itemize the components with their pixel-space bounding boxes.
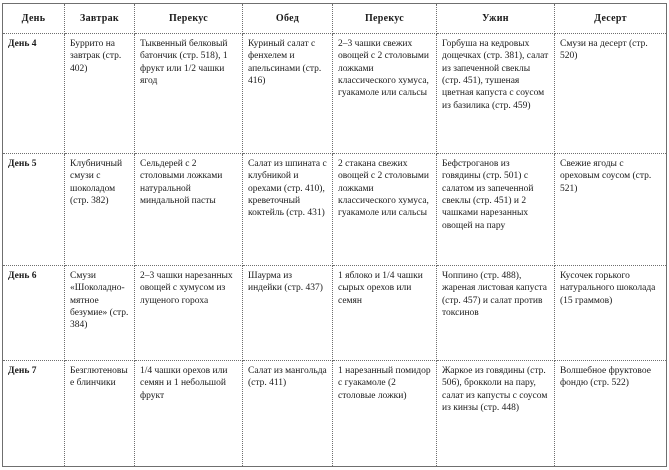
snack1-cell: Сельдерей с 2 столовыми ложками натуральной миндальной пасты bbox=[135, 154, 243, 266]
dinner-cell: Горбуша на кедровых дощечках (стр. 381), салат из запеченной свеклы (стр. 451), тушеная цветная капуста с соусом из базилика (стр. 459) bbox=[437, 34, 555, 154]
column-header-breakfast: Завтрак bbox=[65, 4, 135, 34]
day-cell: День 5 bbox=[3, 154, 65, 266]
dinner-cell: Жаркое из говядины (стр. 506), брокколи на пару, салат из капусты с соусом из кинзы (стр. 448) bbox=[437, 361, 555, 467]
dessert-cell: Свежие ягоды с ореховым соусом (стр. 521) bbox=[555, 154, 667, 266]
lunch-cell: Салат из мангольда (стр. 411) bbox=[243, 361, 333, 467]
lunch-cell: Куриный салат с фенхелем и апельсинами (стр. 416) bbox=[243, 34, 333, 154]
snack1-cell: Тыквенный белковый батончик (стр. 518), 1 фрукт или 1/2 чашки ягод bbox=[135, 34, 243, 154]
dinner-cell: Бефстроганов из говядины (стр. 501) с салатом из запеченной свеклы (стр. 451) и 2 чашками нарезанных овощей на пару bbox=[437, 154, 555, 266]
header-row bbox=[3, 4, 667, 34]
meal-plan-table bbox=[2, 3, 667, 467]
breakfast-cell: Безглютеновые блинчики bbox=[65, 361, 135, 467]
column-header-snack2: Перекус bbox=[333, 4, 437, 34]
breakfast-cell: Клубничный смузи с шоколадом (стр. 382) bbox=[65, 154, 135, 266]
snack1-cell: 2–3 чашки нарезанных овощей с хумусом из лущеного гороха bbox=[135, 266, 243, 361]
breakfast-cell: Буррито на завтрак (стр. 402) bbox=[65, 34, 135, 154]
table-row-day7 bbox=[3, 361, 667, 467]
lunch-cell: Шаурма из индейки (стр. 437) bbox=[243, 266, 333, 361]
table-row-day5 bbox=[3, 154, 667, 266]
lunch-cell: Салат из шпината с клубникой и орехами (стр. 410), креветочный коктейль (стр. 431) bbox=[243, 154, 333, 266]
day-cell: День 4 bbox=[3, 34, 65, 154]
column-header-snack1: Перекус bbox=[135, 4, 243, 34]
column-header-lunch: Обед bbox=[243, 4, 333, 34]
snack1-cell: 1/4 чашки орехов или семян и 1 небольшой фрукт bbox=[135, 361, 243, 467]
column-header-day: День bbox=[3, 4, 65, 34]
snack2-cell: 2–3 чашки свежих овощей с 2 столовыми ложками классического хумуса, гуакамоле или сальсы bbox=[333, 34, 437, 154]
dinner-cell: Чоппино (стр. 488), жареная листовая капуста (стр. 457) и салат против токсинов bbox=[437, 266, 555, 361]
table-row-day4 bbox=[3, 34, 667, 154]
dessert-cell: Смузи на десерт (стр. 520) bbox=[555, 34, 667, 154]
day-cell: День 6 bbox=[3, 266, 65, 361]
dessert-cell: Волшебное фруктовое фондю (стр. 522) bbox=[555, 361, 667, 467]
snack2-cell: 1 яблоко и 1/4 чашки сырых орехов или семян bbox=[333, 266, 437, 361]
breakfast-cell: Смузи «Шоколадно-мятное безумие» (стр. 384) bbox=[65, 266, 135, 361]
table-row-day6 bbox=[3, 266, 667, 361]
column-header-dinner: Ужин bbox=[437, 4, 555, 34]
snack2-cell: 1 нарезанный помидор с гуакамоле (2 столовые ложки) bbox=[333, 361, 437, 467]
dessert-cell: Кусочек горького натурального шоколада (15 граммов) bbox=[555, 266, 667, 361]
day-cell: День 7 bbox=[3, 361, 65, 467]
snack2-cell: 2 стакана свежих овощей с 2 столовыми ложками классического хумуса, гуакамоле или сальсы bbox=[333, 154, 437, 266]
column-header-dessert: Десерт bbox=[555, 4, 667, 34]
